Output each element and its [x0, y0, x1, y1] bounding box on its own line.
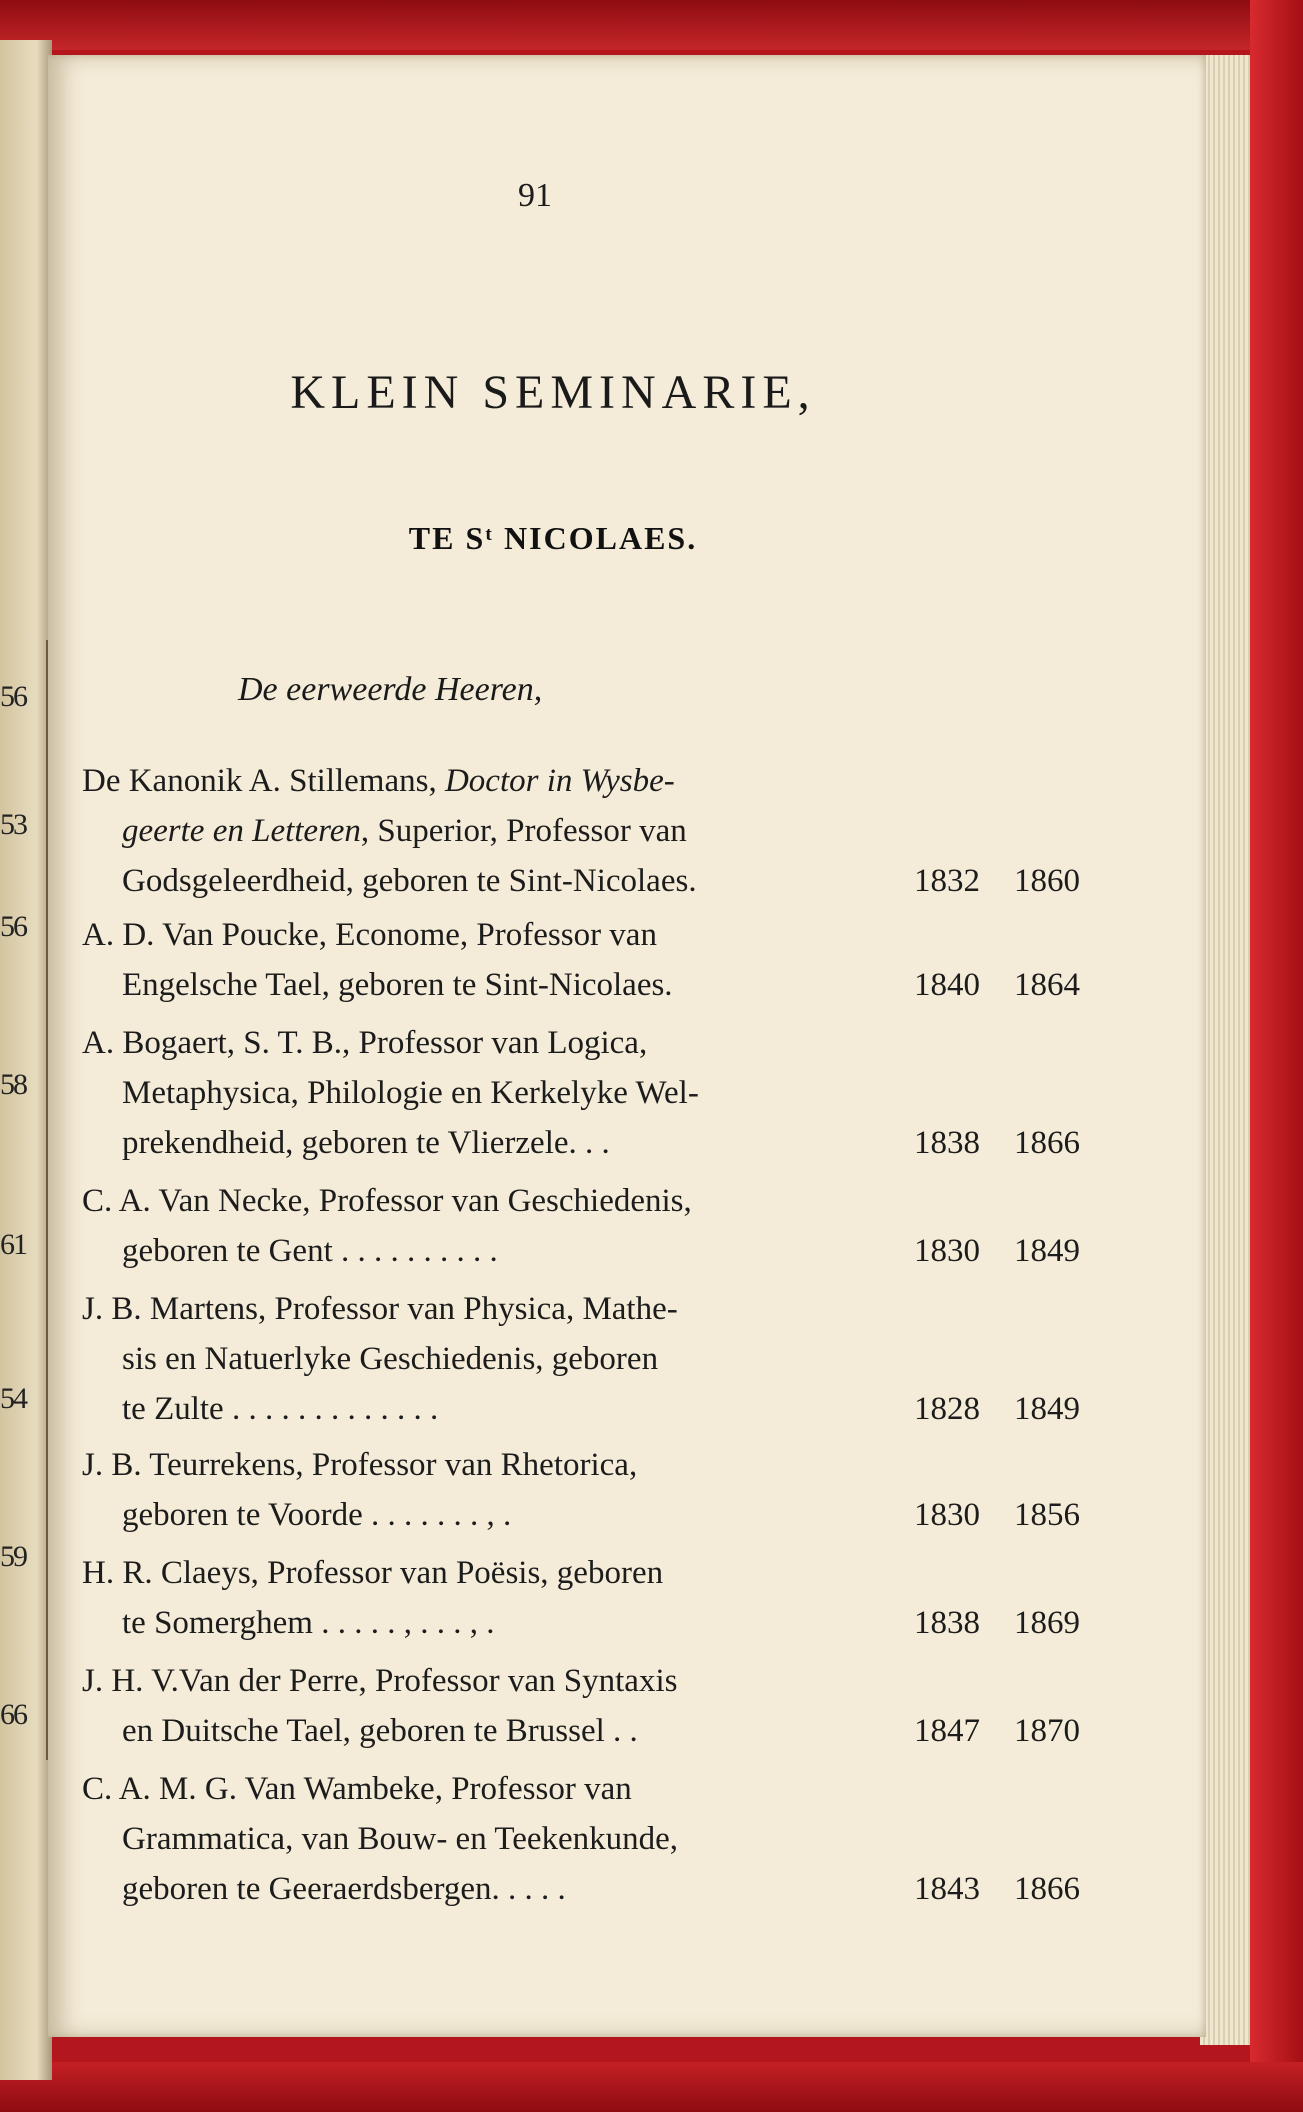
- entry-italic-text: Doctor in Wysbe-: [444, 763, 675, 799]
- year-start: 1830: [914, 1497, 980, 1533]
- entry-line: [82, 763, 675, 800]
- year-end: 1866: [1014, 1871, 1080, 1907]
- margin-number: 56: [0, 680, 26, 713]
- margin-number: 66: [0, 1698, 26, 1731]
- page-subtitle: TE Sᵗ NICOLAES.: [408, 520, 698, 556]
- entry-line: J. B. Teurrekens, Professor van Rhetorica,: [82, 1447, 638, 1483]
- entry-line: en Duitsche Tael, geboren te Brussel . .: [122, 1713, 638, 1749]
- year-start: 1847: [914, 1713, 980, 1749]
- year-end: 1849: [1014, 1233, 1080, 1269]
- year-end: 1870: [1014, 1713, 1080, 1749]
- entry-line: A. Bogaert, S. T. B., Professor van Logica,: [82, 1025, 648, 1061]
- entry-line: sis en Natuerlyke Geschiedenis, geboren: [122, 1341, 659, 1377]
- year-end: 1860: [1014, 863, 1080, 899]
- entry-line: Metaphysica, Philologie en Kerkelyke Wel-: [122, 1075, 699, 1111]
- book-cover-top: [0, 0, 1303, 50]
- year-start: 1828: [914, 1391, 980, 1427]
- entry-line: te Somerghem . . . . . , . . . , .: [122, 1605, 495, 1641]
- entry-line: te Zulte . . . . . . . . . . . . .: [122, 1391, 439, 1427]
- year-start: 1830: [914, 1233, 980, 1269]
- margin-number: 54: [0, 1382, 26, 1415]
- page-title: KLEIN SEMINARIE,: [290, 366, 816, 419]
- year-start: 1840: [914, 967, 980, 1003]
- entry-italic-text: geerte en Letteren: [122, 813, 361, 849]
- year-end: 1856: [1014, 1497, 1080, 1533]
- year-end: 1866: [1014, 1125, 1080, 1161]
- year-start: 1838: [914, 1605, 980, 1641]
- salutation: De eerweerde Heeren,: [238, 671, 543, 708]
- book-page: [48, 55, 1206, 2037]
- entry-line: Grammatica, van Bouw- en Teekenkunde,: [122, 1821, 679, 1857]
- margin-number: 53: [0, 808, 26, 841]
- year-end: 1849: [1014, 1391, 1080, 1427]
- entry-line: [122, 813, 687, 850]
- entry-line: Engelsche Tael, geboren te Sint-Nicolaes.: [122, 967, 673, 1003]
- entry-line: C. A. M. G. Van Wambeke, Professor van: [82, 1771, 632, 1807]
- entry-text: , Superior, Professor van: [360, 813, 687, 849]
- year-end: 1864: [1014, 967, 1080, 1003]
- margin-number: 61: [0, 1228, 26, 1261]
- entry-line: prekendheid, geboren te Vlierzele. . .: [122, 1125, 610, 1161]
- year-start: 1843: [914, 1871, 980, 1907]
- book-cover-bottom: [0, 2062, 1303, 2112]
- entry-line: C. A. Van Necke, Professor van Geschiedenis,: [82, 1183, 692, 1219]
- entry-line: H. R. Claeys, Professor van Poësis, geboren: [82, 1555, 664, 1591]
- entry-line: geboren te Voorde . . . . . . . , .: [122, 1497, 512, 1533]
- page-edges: [1200, 55, 1250, 2045]
- margin-number: 58: [0, 1068, 26, 1101]
- book-cover-right: [1250, 0, 1303, 2112]
- facing-page-edge: [0, 40, 52, 2080]
- entry-line: Godsgeleerdheid, geboren te Sint-Nicolaes.: [122, 863, 697, 899]
- year-start: 1832: [914, 863, 980, 899]
- page-number: 91: [518, 177, 552, 214]
- entry-line: geboren te Geeraerdsbergen. . . . .: [122, 1871, 566, 1907]
- margin-number: 59: [0, 1540, 26, 1573]
- entry-line: geboren te Gent . . . . . . . . . .: [122, 1233, 498, 1269]
- entry-line: J. B. Martens, Professor van Physica, Mathe-: [82, 1291, 678, 1327]
- year-end: 1869: [1014, 1605, 1080, 1641]
- entry-line: J. H. V.Van der Perre, Professor van Syntaxis: [82, 1663, 678, 1699]
- entry-line: A. D. Van Poucke, Econome, Professor van: [82, 917, 657, 953]
- margin-number: 56: [0, 910, 26, 943]
- year-start: 1838: [914, 1125, 980, 1161]
- entry-text: De Kanonik A. Stillemans,: [82, 763, 445, 799]
